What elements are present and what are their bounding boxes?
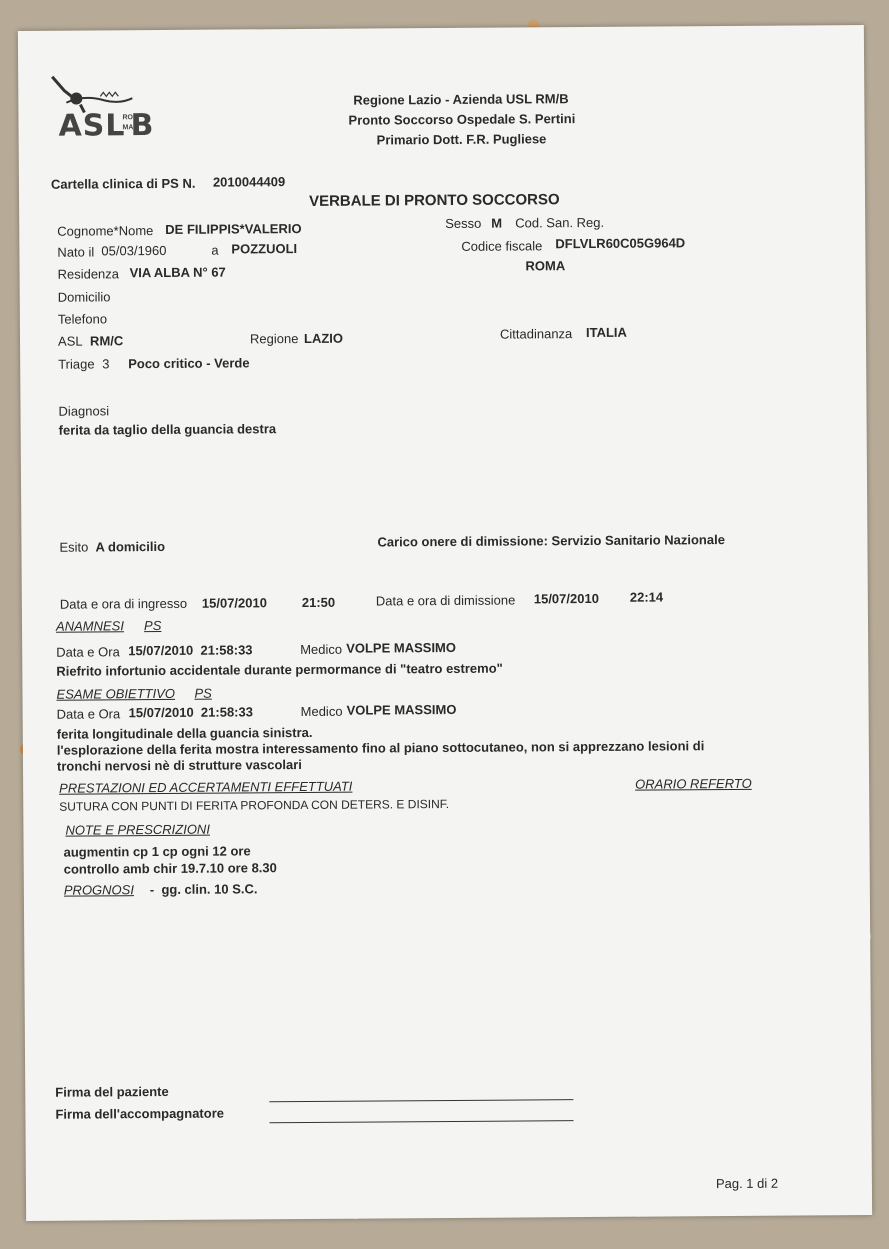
born-at-label: a (211, 242, 219, 258)
header-line-1: Regione Lazio - Azienda USL RM/B (353, 91, 569, 108)
domicile-label: Domicilio (57, 289, 111, 305)
exam-doctor: VOLPE MASSIMO (346, 701, 457, 718)
notes-line-2: controllo amb chir 19.7.10 ore 8.30 (63, 860, 277, 877)
notes-line-1: augmentin cp 1 cp ogni 12 ore (63, 843, 251, 860)
region-label: Regione (249, 331, 299, 347)
born-place: POZZUOLI (231, 241, 298, 257)
triage-number: 3 (102, 356, 110, 372)
admission-time: 21:50 (301, 594, 336, 610)
sex-label: Sesso (445, 215, 482, 231)
outcome-value: A domicilio (95, 538, 166, 555)
prognosis-value: - gg. clin. 10 S.C. (149, 881, 258, 898)
anamnesis-datetime: 15/07/2010 21:58:33 (128, 642, 253, 659)
exam-line-3: tronchi nervosi nè di strutture vascolari (56, 757, 302, 774)
logo-small-bottom: MA (122, 124, 134, 132)
born-date: 05/03/1960 (101, 242, 167, 259)
anamnesis-doctor: VOLPE MASSIMO (346, 639, 457, 656)
exam-date-label: Data e Ora (56, 706, 121, 722)
report-time-heading: ORARIO REFERTO (635, 775, 752, 792)
triage-label: Triage (58, 356, 95, 372)
charge-text: Carico onere di dimissione: Servizio Sanitario Nazionale (377, 532, 725, 550)
asl-value: RM/C (89, 333, 124, 349)
document-title: VERBALE DI PRONTO SOCCORSO (308, 191, 560, 210)
anamnesis-heading: ANAMNESI (55, 618, 124, 634)
diagnosis-value: ferita da taglio della guancia destra (58, 421, 277, 438)
diagnosis-label: Diagnosi (58, 403, 110, 419)
logo-small-top: RO (122, 114, 133, 122)
admission-label: Data e ora di ingresso (59, 595, 188, 612)
exam-heading: ESAME OBIETTIVO (56, 685, 176, 702)
asl-label: ASL (57, 333, 83, 349)
document-page (18, 25, 872, 1221)
notes-heading: NOTE E PRESCRIZIONI (65, 821, 210, 838)
logo-text-b: B (130, 108, 155, 144)
exam-line-1: ferita longitudinale della guancia sinistra. (56, 724, 313, 742)
anamnesis-doctor-label: Medico (300, 641, 343, 658)
born-label: Nato il (57, 244, 95, 260)
patient-signature-line (269, 1099, 573, 1102)
outcome-label: Esito (59, 539, 89, 555)
cf-value: DFLVLR60C05G964D (555, 235, 686, 252)
exam-doctor-label: Medico (300, 703, 343, 720)
cf-label: Codice fiscale (461, 238, 543, 254)
name-label: Cognome*Nome (57, 223, 154, 239)
patient-name: DE FILIPPIS*VALERIO (165, 220, 302, 237)
citizenship-value: ITALIA (585, 324, 627, 341)
city-value: ROMA (525, 258, 566, 274)
page-number: Pag. 1 di 2 (715, 1175, 779, 1192)
anamnesis-text: Riefrito infortunio accidentale durante permormance di "teatro estremo" (56, 660, 503, 679)
record-label: Cartella clinica di PS N. (50, 175, 196, 192)
phone-label: Telefono (57, 311, 108, 327)
triage-value: Poco critico - Verde (128, 355, 250, 372)
residence-value: VIA ALBA N° 67 (129, 264, 226, 281)
residence-label: Residenza (57, 266, 120, 282)
discharge-label: Data e ora di dimissione (375, 592, 516, 609)
header-line-2: Pronto Soccorso Ospedale S. Pertini (348, 111, 576, 128)
services-heading: PRESTAZIONI ED ACCERTAMENTI EFFETTUATI (59, 778, 353, 796)
companion-signature-label: Firma dell'accompagnatore (55, 1105, 224, 1122)
anamnesis-heading-suffix: PS (143, 617, 162, 634)
header-line-3: Primario Dott. F.R. Pugliese (376, 131, 547, 148)
codsan-label: Cod. San. Reg. (515, 214, 605, 231)
prognosis-heading: PROGNOSI (63, 882, 134, 898)
patient-signature-label: Firma del paziente (55, 1083, 169, 1100)
exam-datetime: 15/07/2010 21:58:33 (128, 704, 253, 721)
exam-heading-suffix: PS (194, 685, 212, 701)
exam-line-2: l'esplorazione della ferita mostra interessamento fino al piano sottocutaneo, non si apprezzano lesioni di (56, 738, 705, 758)
citizenship-label: Cittadinanza (499, 326, 573, 342)
logo-text: ASL (58, 108, 126, 144)
services-text: SUTURA CON PUNTI DI FERITA PROFONDA CON DETERS. E DISINF. (59, 796, 450, 814)
companion-signature-line (269, 1120, 573, 1123)
region-value: LAZIO (303, 330, 344, 346)
anamnesis-date-label: Data e Ora (56, 644, 120, 660)
admission-date: 15/07/2010 (201, 595, 267, 611)
discharge-time: 22:14 (629, 589, 664, 605)
discharge-date: 15/07/2010 (533, 590, 599, 607)
sex-value: M (491, 215, 503, 231)
record-number: 2010044409 (212, 174, 286, 190)
